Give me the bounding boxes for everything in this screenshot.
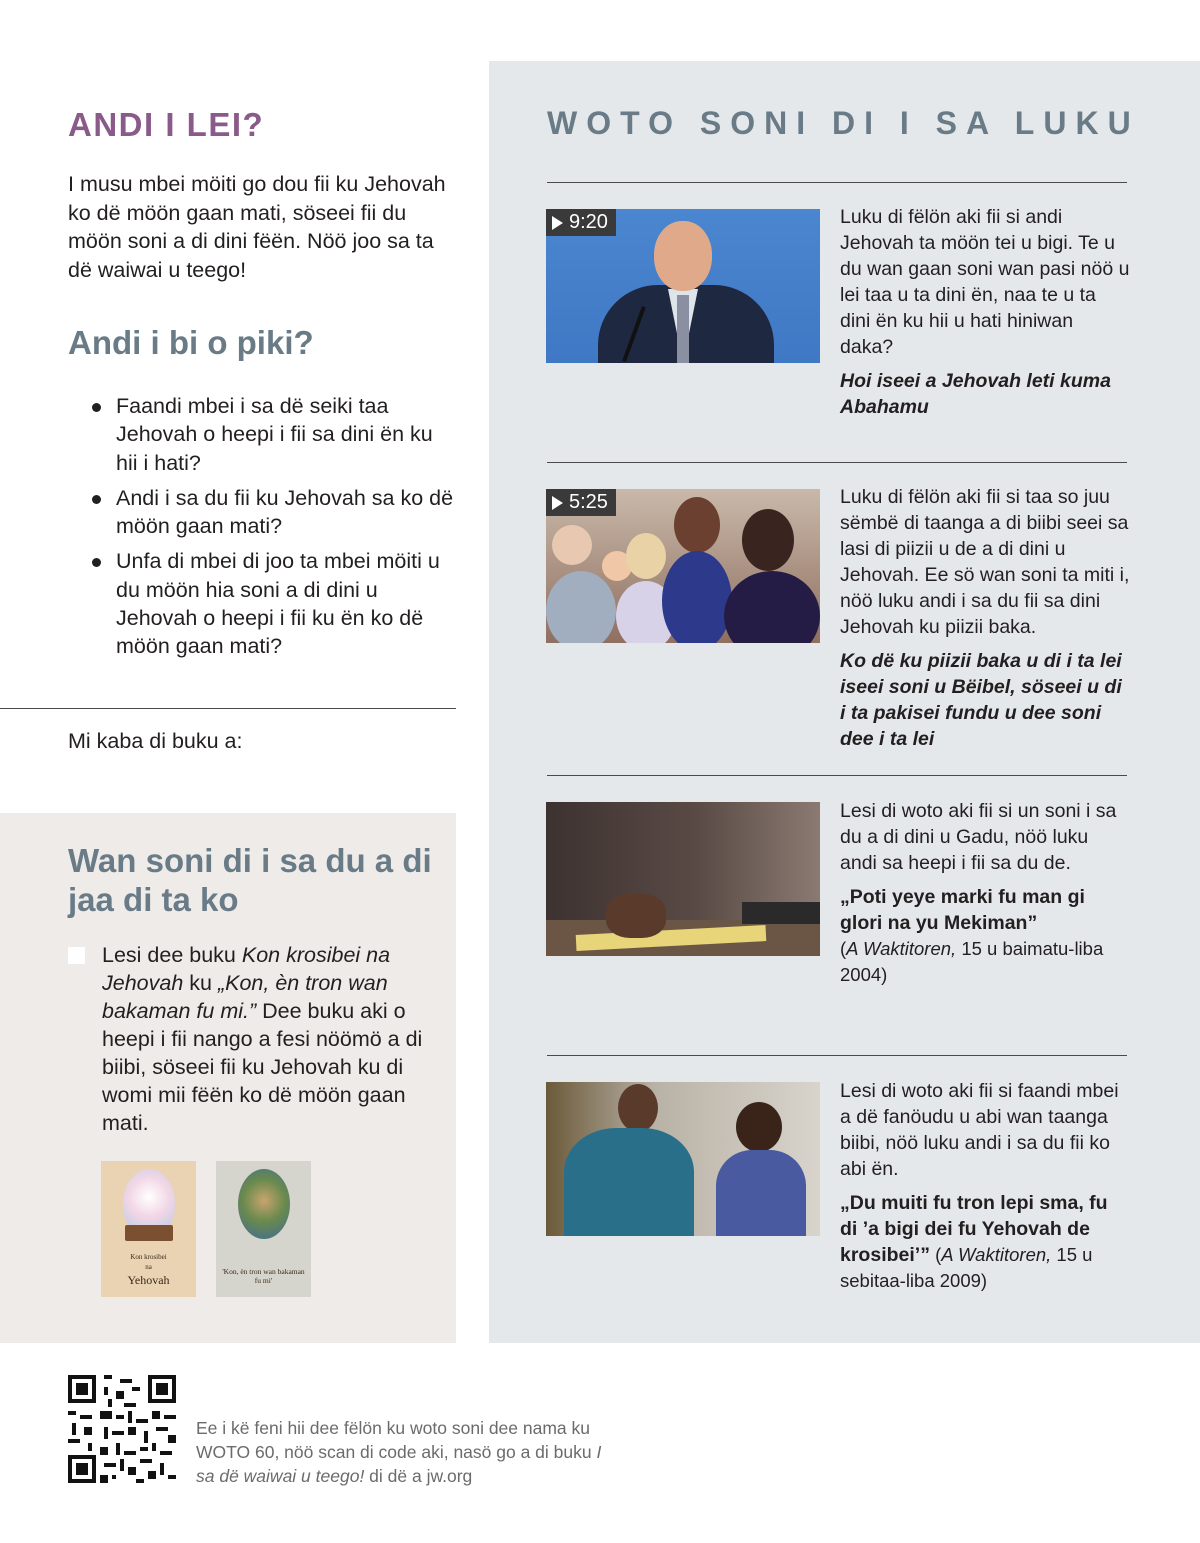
item-description: Luku di fëlön aki fii si andi Jehovah ta möön tei u bigi. Te u du wan gaan soni wan pasi nöö u lei taa u ta dini ën, naa te u ta dini ën ku hii u hati hiniwan daka? — [840, 206, 1130, 358]
duration-badge — [546, 489, 616, 516]
magazine-name: A Waktitoren, — [941, 1244, 1052, 1265]
resources-heading: WOTO SONI DI I SA LUKU — [547, 105, 1140, 141]
footer-note — [196, 1416, 616, 1488]
issue-date: 15 u baimatu-liba 2004) — [840, 938, 1104, 985]
divider — [547, 775, 1127, 776]
question-item — [92, 392, 456, 477]
footer-text-part: di dë a jw.org — [364, 1466, 473, 1486]
footer-text-part: Ee i kë feni hii dee fëlön ku woto soni dee nama ku WOTO 60, nöö scan di code aki, nasö go a di buku — [196, 1418, 597, 1462]
bullet-icon — [92, 558, 101, 567]
cover-title-line: na — [145, 1263, 152, 1271]
magazine-name: A Waktitoren, — [846, 938, 957, 959]
article-title: „Poti yeye marki fu man gi glori na yu Mekiman” — [840, 886, 1085, 934]
item-reference[interactable]: Hoi iseei a Jehovah leti kuma Abahamu — [840, 370, 1111, 418]
duration-text: 9:20 — [569, 211, 608, 233]
goal-text-part: Lesi dee buku — [102, 943, 242, 967]
item-reference[interactable]: Ko dë ku piizii baka u di i ta lei iseei soni u Bëibel, söseei u di i ta pakisei fundu u dee soni dee i ta lei — [840, 650, 1122, 750]
item-description: Luku di fëlön aki fii si taa so juu sëmbë di taanga a di biibi seei sa lasi di piizii u de a di dini u Jehovah. Ee sö wan soni ta miti i, nöö luku andi i sa du fii sa dini Jehovah ku piizii baka. — [840, 486, 1130, 638]
item-description: Lesi di woto aki fii si faandi mbei a dë fanöudu u abi wan taanga biibi, nöö luku andi i sa du fii ko abi ën. — [840, 1080, 1119, 1180]
book-title-2: „Kon, èn tron wan bakaman fu mi.” — [102, 971, 388, 1023]
item-reference[interactable]: „Du muiti fu tron lepi sma, fu di ’a bigi dei fu Yehovah de krosibei’” (A Waktitoren, 15 u sebitaa-liba 2009) — [840, 1192, 1108, 1291]
item-description: Lesi di woto aki fii si un soni i sa du a di dini u Gadu, nöö luku andi sa heepi i fii sa du de. — [840, 800, 1117, 874]
divider — [547, 1055, 1127, 1056]
goal-text — [102, 941, 432, 1137]
cover-title-line: 'Kon, èn tron wan bakaman fu mi' — [222, 1267, 305, 1285]
bullet-icon — [92, 403, 101, 412]
divider — [0, 708, 456, 709]
cover-art — [238, 1169, 290, 1239]
play-icon — [552, 496, 563, 510]
article-thumbnail[interactable] — [546, 1082, 820, 1236]
goal-box — [0, 813, 456, 1343]
cover-title-line: Yehovah — [127, 1273, 170, 1287]
divider — [547, 182, 1127, 183]
book-title-1: Kon krosibei na Jehovah — [102, 943, 391, 995]
duration-badge — [546, 209, 616, 236]
article-title: „Du muiti fu tron lepi sma, fu di ’a bigi dei fu Yehovah de krosibei’” — [840, 1192, 1108, 1266]
right-column — [489, 61, 1200, 1343]
intro-paragraph: I musu mbei möiti go dou fii ku Jehovah ko dë möön gaan mati, söseei fii du möön soni a di dini fëën. Nöö joo sa ta dë waiwai u teego! — [68, 172, 446, 282]
duration-text: 5:25 — [569, 491, 608, 513]
play-icon — [552, 216, 563, 230]
bible-icon — [125, 1225, 173, 1241]
goal-checkbox[interactable] — [68, 947, 85, 964]
qr-code[interactable] — [68, 1375, 176, 1483]
bullet-icon — [92, 495, 101, 504]
book-icon — [742, 902, 820, 924]
section-heading-what-learn: ANDI I LEI? — [68, 106, 265, 143]
divider — [547, 462, 1127, 463]
questions-heading: Andi i bi o piki? — [68, 324, 314, 361]
question-list — [92, 392, 456, 668]
video-thumbnail[interactable] — [546, 489, 820, 643]
footer-book-title: I sa dë waiwai u teego! — [196, 1442, 602, 1486]
cover-title-line: Kon krosibei — [130, 1253, 167, 1261]
question-text: Faandi mbei i sa dë seiki taa Jehovah o heepi i fii sa dini ën ku hii i hati? — [116, 394, 433, 475]
question-text: Andi i sa du fii ku Jehovah sa ko dë möön gaan mati? — [116, 485, 454, 539]
goal-text-part: Dee buku aki o heepi i fii nango a fesi nöömö a di biibi, söseei fii ku Jehovah ku di womi mii fëën ko dë möön gaan mati. — [102, 999, 423, 1135]
issue-date: 15 u sebitaa-liba 2009) — [840, 1244, 1093, 1291]
goal-heading: Wan soni di i sa du a di jaa di ta ko — [68, 842, 432, 918]
question-item — [92, 484, 456, 541]
article-thumbnail[interactable] — [546, 802, 820, 956]
question-item — [92, 547, 456, 660]
item-reference[interactable]: „Poti yeye marki fu man gi glori na yu Mekiman” (A Waktitoren, 15 u baimatu-liba 2004) — [840, 886, 1104, 985]
completed-date-label: Mi kaba di buku a: — [68, 729, 243, 753]
question-text: Unfa di mbei di joo ta mbei möiti u du möön hia soni a di dini u Jehovah o heepi i fii ku ën ko dë möön gaan mati? — [116, 549, 440, 659]
book-cover-draw-close[interactable] — [101, 1161, 196, 1297]
book-cover-follower[interactable] — [216, 1161, 311, 1297]
video-thumbnail[interactable] — [546, 209, 820, 363]
goal-text-part: ku — [183, 971, 218, 995]
